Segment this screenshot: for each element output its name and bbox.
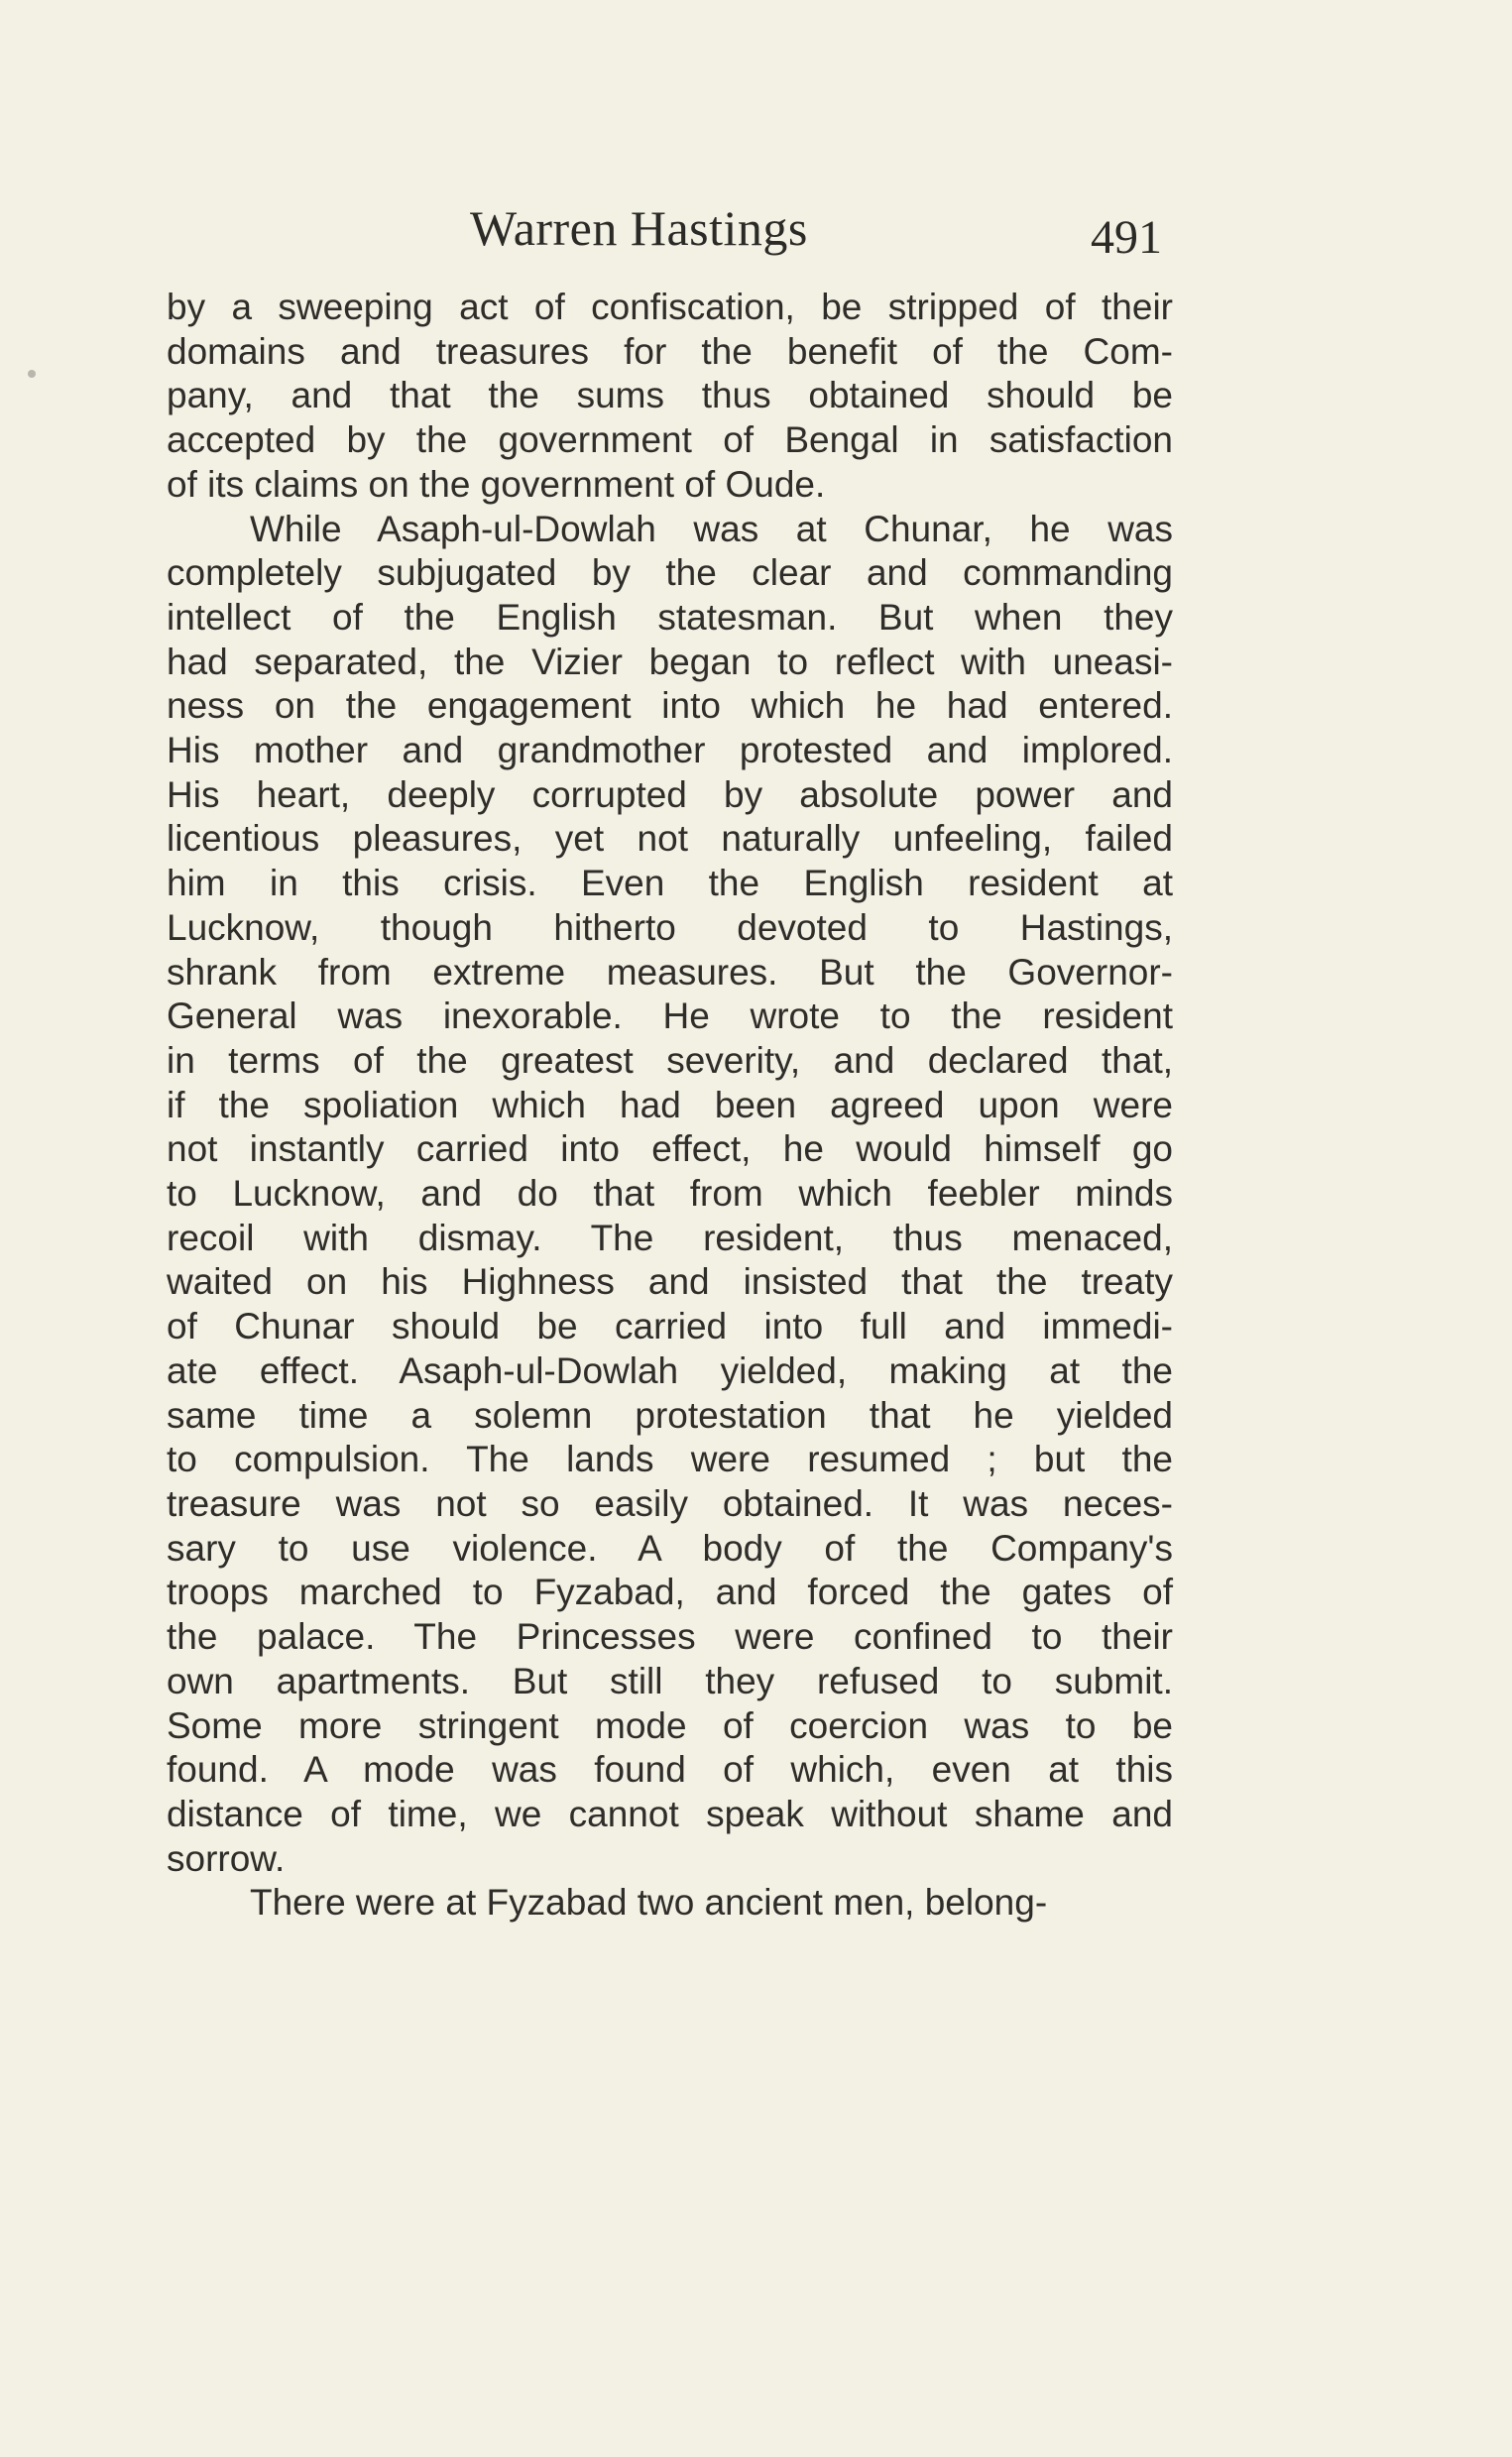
text-line: accepted by the government of Bengal in satisfaction: [167, 419, 1173, 461]
text-line: licentious pleasures, yet not naturally unfeeling, failed: [167, 818, 1173, 860]
text-line: by a sweeping act of confiscation, be stripped of their: [167, 287, 1173, 327]
text-line: in terms of the greatest severity, and declared that,: [167, 1039, 1173, 1081]
paper-speck: [28, 370, 36, 378]
paragraph: [167, 1881, 1173, 1926]
text-line: own apartments. But still they refused to submit.: [167, 1660, 1173, 1701]
text-line: the palace. The Princesses were confined to their: [167, 1616, 1173, 1658]
running-head: [0, 193, 1512, 263]
text-line: not instantly carried into effect, he would himself go: [167, 1128, 1173, 1170]
text-line: His heart, deeply corrupted by absolute power and: [167, 773, 1173, 815]
text-line: to compulsion. The lands were resumed ; but the: [167, 1439, 1173, 1480]
text-line: him in this crisis. Even the English resident at: [167, 863, 1173, 904]
text-line: Some more stringent mode of coercion was to be: [167, 1704, 1173, 1746]
text-line: His mother and grandmother protested and implored.: [167, 730, 1173, 771]
text-line: sary to use violence. A body of the Company's: [167, 1527, 1173, 1569]
paragraph: [167, 286, 1173, 508]
body-text: [167, 286, 1173, 1926]
text-line: intellect of the English statesman. But when they: [167, 596, 1173, 638]
text-line: ness on the engagement into which he had entered.: [167, 685, 1173, 727]
text-line: to Lucknow, and do that from which feebler minds: [167, 1173, 1173, 1215]
text-line: recoil with dismay. The resident, thus menaced,: [167, 1217, 1173, 1258]
text-line: While Asaph-ul-Dowlah was at Chunar, he was: [250, 508, 1173, 549]
text-line: ate effect. Asaph-ul-Dowlah yielded, making at the: [167, 1349, 1173, 1391]
paragraph: [167, 508, 1173, 1882]
text-line: distance of time, we cannot speak without shame and: [167, 1793, 1173, 1834]
page-number: 491: [1091, 211, 1162, 264]
text-line: found. A mode was found of which, even at this: [167, 1749, 1173, 1791]
text-line: domains and treasures for the benefit of the Com-: [167, 330, 1173, 372]
text-line: had separated, the Vizier began to reflect with uneasi-: [167, 641, 1173, 682]
text-line: of Chunar should be carried into full and immedi-: [167, 1306, 1173, 1347]
text-line: same time a solemn protestation that he yielded: [167, 1394, 1173, 1436]
text-line: pany, and that the sums thus obtained should be: [167, 375, 1173, 416]
text-line: completely subjugated by the clear and commanding: [167, 552, 1173, 594]
text-line: Lucknow, though hitherto devoted to Hastings,: [167, 906, 1173, 948]
text-line: sorrow.: [167, 1837, 286, 1879]
text-line: troops marched to Fyzabad, and forced the gates of: [167, 1572, 1173, 1613]
running-title: Warren Hastings: [470, 200, 808, 256]
text-line: waited on his Highness and insisted that the treaty: [167, 1261, 1173, 1303]
text-line: of its claims on the government of Oude.: [167, 463, 826, 505]
text-line: shrank from extreme measures. But the Governor-: [167, 951, 1173, 993]
text-line: if the spoliation which had been agreed upon were: [167, 1084, 1173, 1125]
text-line: treasure was not so easily obtained. It was neces-: [167, 1482, 1173, 1524]
text-line: There were at Fyzabad two ancient men, belong-: [250, 1882, 1048, 1924]
text-line: General was inexorable. He wrote to the resident: [167, 995, 1173, 1037]
